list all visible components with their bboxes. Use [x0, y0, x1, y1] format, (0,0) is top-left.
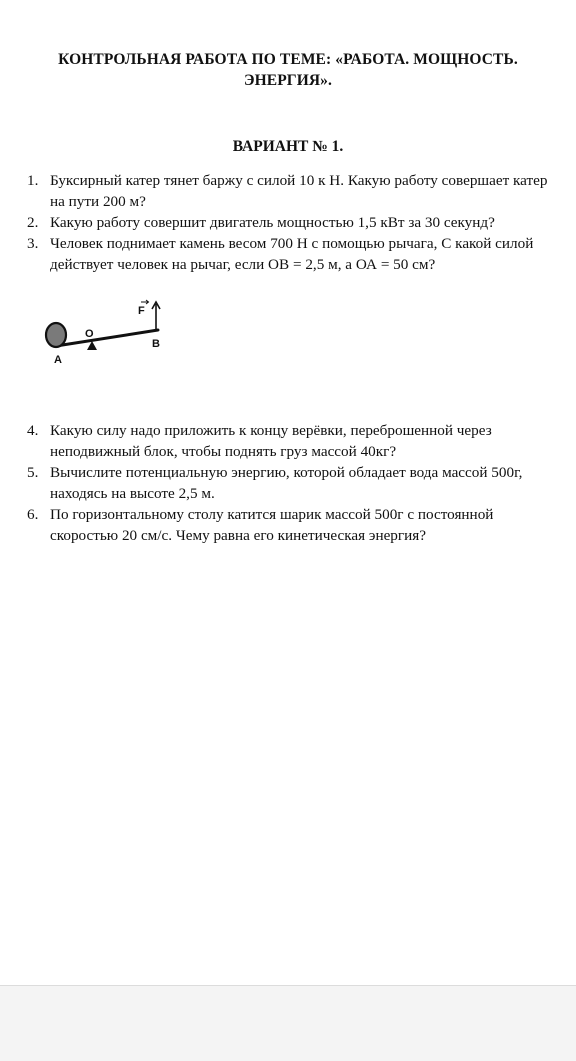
label-a: A — [54, 354, 62, 366]
lever-bar — [56, 330, 158, 346]
question-number: 1. — [27, 172, 39, 189]
question-number: 5. — [27, 464, 39, 481]
document-title: КОНТРОЛЬНАЯ РАБОТА ПО ТЕМЕ: «РАБОТА. МОЩНОСТЬ. ЭНЕРГИЯ». — [58, 51, 518, 89]
stone-circle — [46, 323, 66, 347]
question-text: По горизонтальному столу катится шарик массой 500г с постоянной скоростью 20 см/с. Чему равна его кинетическая энергия? — [50, 506, 494, 544]
label-f: F — [138, 305, 145, 317]
question-text: Буксирный катер тянет баржу с силой 10 к Н. Какую работу совершает катер на пути 200 м? — [50, 172, 548, 210]
question-item — [0, 233, 576, 275]
question-item — [0, 420, 576, 462]
question-text: Какую силу надо приложить к концу верёвки, переброшенной через неподвижный блок, чтобы поднять груз массой 40кг? — [50, 422, 492, 460]
question-list-part1 — [0, 170, 576, 275]
question-list-part2 — [0, 420, 576, 546]
question-number: 3. — [27, 235, 39, 252]
question-item — [0, 504, 576, 546]
question-text: Какую работу совершит двигатель мощностью 1,5 кВт за 30 секунд? — [50, 214, 495, 231]
question-item — [0, 170, 576, 212]
question-number: 4. — [27, 422, 39, 439]
question-item — [0, 212, 576, 233]
question-number: 2. — [27, 214, 39, 231]
label-b: B — [152, 338, 160, 350]
question-item — [0, 462, 576, 504]
question-number: 6. — [27, 506, 39, 523]
question-text: Вычислите потенциальную энергию, которой обладает вода массой 500г, находясь на высоте 2,5 м. — [50, 464, 523, 502]
lever-diagram — [30, 292, 180, 372]
label-o: O — [85, 328, 94, 340]
footer-bar — [0, 985, 576, 1061]
variant-heading: ВАРИАНТ № 1. — [232, 138, 344, 155]
question-text: Человек поднимает камень весом 700 Н с помощью рычага, С какой силой действует человек на рычаг, если ОВ = 2,5 м, а ОА = 50 см? — [50, 235, 534, 273]
